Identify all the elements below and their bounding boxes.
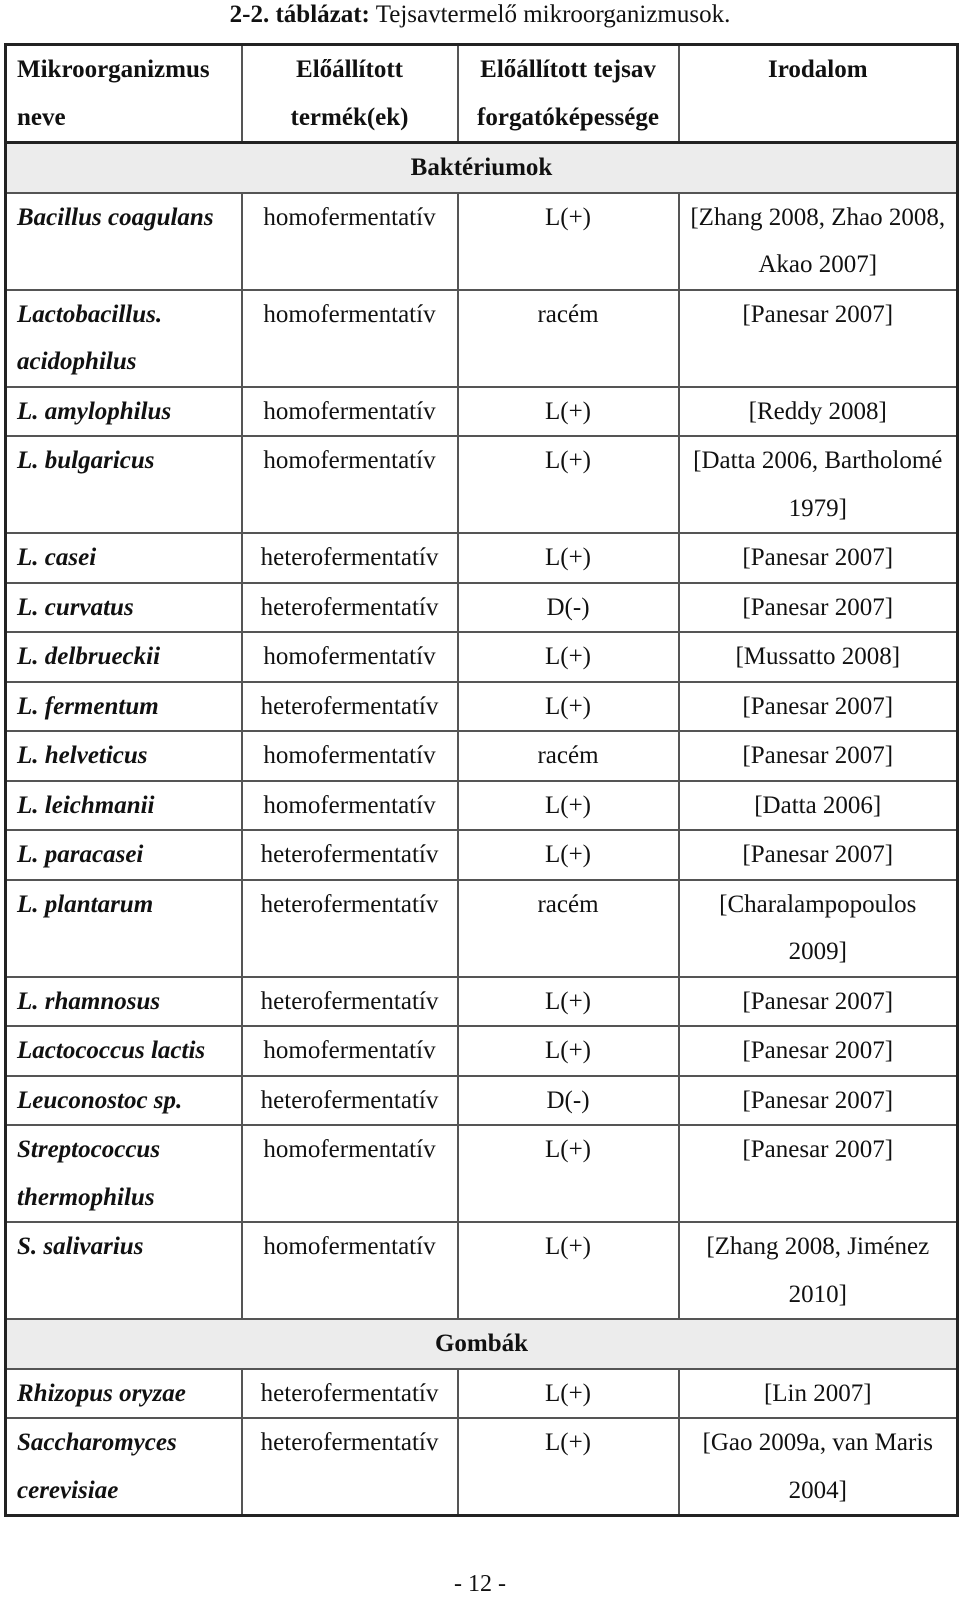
table-row xyxy=(6,781,958,831)
microorganism-name-cell: L. paracasei xyxy=(6,830,242,880)
microorganism-name-cell: L. amylophilus xyxy=(6,387,242,437)
rotation-cell: L(+) xyxy=(458,682,679,732)
rotation-cell: L(+) xyxy=(458,830,679,880)
rotation-cell: L(+) xyxy=(458,436,679,533)
microorganism-name-cell: Rhizopus oryzae xyxy=(6,1369,242,1419)
product-cell: homofermentatív xyxy=(242,1222,458,1319)
reference-cell: [Panesar 2007] xyxy=(679,977,958,1027)
header-product: Előállított termék(ek) xyxy=(242,45,458,143)
section-title: Gombák xyxy=(6,1319,958,1369)
section-row xyxy=(6,1319,958,1369)
product-cell: homofermentatív xyxy=(242,193,458,290)
reference-cell: [Panesar 2007] xyxy=(679,1076,958,1126)
rotation-cell: D(-) xyxy=(458,583,679,633)
rotation-cell: L(+) xyxy=(458,1026,679,1076)
page-number: - 12 - xyxy=(454,1571,506,1597)
table-body xyxy=(6,143,958,1516)
table-row xyxy=(6,830,958,880)
microorganism-name-cell: Lactobacillus. acidophilus xyxy=(6,290,242,387)
reference-cell: [Panesar 2007] xyxy=(679,1026,958,1076)
rotation-cell: L(+) xyxy=(458,533,679,583)
table-row xyxy=(6,682,958,732)
table-row xyxy=(6,1076,958,1126)
table-row xyxy=(6,290,958,387)
table-row xyxy=(6,880,958,977)
table-row xyxy=(6,632,958,682)
rotation-cell: L(+) xyxy=(458,1125,679,1222)
product-cell: homofermentatív xyxy=(242,632,458,682)
rotation-cell: L(+) xyxy=(458,387,679,437)
header-microorganism-name: Mikroorganizmus neve xyxy=(6,45,242,143)
product-cell: heterofermentatív xyxy=(242,880,458,977)
microorganism-name-cell: Streptococcus thermophilus xyxy=(6,1125,242,1222)
reference-cell: [Reddy 2008] xyxy=(679,387,958,437)
microorganism-table xyxy=(4,43,959,1517)
reference-cell: [Charalampopoulos 2009] xyxy=(679,880,958,977)
table-row xyxy=(6,1125,958,1222)
caption-label: 2-2. táblázat: xyxy=(229,1,370,28)
product-cell: homofermentatív xyxy=(242,1125,458,1222)
product-cell: heterofermentatív xyxy=(242,1418,458,1516)
table-row xyxy=(6,387,958,437)
section-title: Baktériumok xyxy=(6,143,958,193)
rotation-cell: racém xyxy=(458,731,679,781)
microorganism-name-cell: L. plantarum xyxy=(6,880,242,977)
caption-text: Tejsavtermelő mikroorganizmusok. xyxy=(375,1,731,28)
reference-cell: [Zhang 2008, Jiménez 2010] xyxy=(679,1222,958,1319)
table-row xyxy=(6,533,958,583)
rotation-cell: L(+) xyxy=(458,632,679,682)
product-cell: heterofermentatív xyxy=(242,682,458,732)
microorganism-name-cell: L. helveticus xyxy=(6,731,242,781)
table-row xyxy=(6,1418,958,1516)
reference-cell: [Lin 2007] xyxy=(679,1369,958,1419)
table-row xyxy=(6,1369,958,1419)
product-cell: homofermentatív xyxy=(242,1026,458,1076)
product-cell: heterofermentatív xyxy=(242,830,458,880)
product-cell: homofermentatív xyxy=(242,387,458,437)
header-rotation: Előállított tejsav forgatóképessége xyxy=(458,45,679,143)
reference-cell: [Zhang 2008, Zhao 2008, Akao 2007] xyxy=(679,193,958,290)
microorganism-name-cell: L. bulgaricus xyxy=(6,436,242,533)
microorganism-name-cell: L. fermentum xyxy=(6,682,242,732)
microorganism-name-cell: L. leichmanii xyxy=(6,781,242,831)
reference-cell: [Panesar 2007] xyxy=(679,682,958,732)
reference-cell: [Datta 2006] xyxy=(679,781,958,831)
product-cell: heterofermentatív xyxy=(242,533,458,583)
rotation-cell: D(-) xyxy=(458,1076,679,1126)
reference-cell: [Panesar 2007] xyxy=(679,1125,958,1222)
table-row xyxy=(6,583,958,633)
reference-cell: [Panesar 2007] xyxy=(679,583,958,633)
rotation-cell: racém xyxy=(458,880,679,977)
rotation-cell: L(+) xyxy=(458,977,679,1027)
reference-cell: [Panesar 2007] xyxy=(679,830,958,880)
product-cell: homofermentatív xyxy=(242,436,458,533)
microorganism-name-cell: Lactococcus lactis xyxy=(6,1026,242,1076)
product-cell: heterofermentatív xyxy=(242,1369,458,1419)
table-row xyxy=(6,731,958,781)
microorganism-name-cell: S. salivarius xyxy=(6,1222,242,1319)
rotation-cell: L(+) xyxy=(458,193,679,290)
product-cell: homofermentatív xyxy=(242,781,458,831)
product-cell: heterofermentatív xyxy=(242,583,458,633)
product-cell: homofermentatív xyxy=(242,290,458,387)
table-row xyxy=(6,977,958,1027)
reference-cell: [Panesar 2007] xyxy=(679,533,958,583)
microorganism-name-cell: Saccharomyces cerevisiae xyxy=(6,1418,242,1516)
reference-cell: [Panesar 2007] xyxy=(679,290,958,387)
rotation-cell: L(+) xyxy=(458,1222,679,1319)
reference-cell: [Gao 2009a, van Maris 2004] xyxy=(679,1418,958,1516)
table-row xyxy=(6,193,958,290)
microorganism-name-cell: L. delbrueckii xyxy=(6,632,242,682)
microorganism-name-cell: L. casei xyxy=(6,533,242,583)
rotation-cell: L(+) xyxy=(458,1369,679,1419)
table-caption xyxy=(0,0,960,34)
header-row xyxy=(6,45,958,143)
microorganism-name-cell: L. rhamnosus xyxy=(6,977,242,1027)
rotation-cell: racém xyxy=(458,290,679,387)
reference-cell: [Datta 2006, Bartholomé 1979] xyxy=(679,436,958,533)
product-cell: homofermentatív xyxy=(242,731,458,781)
table-row xyxy=(6,436,958,533)
microorganism-name-cell: Leuconostoc sp. xyxy=(6,1076,242,1126)
section-row xyxy=(6,143,958,193)
product-cell: heterofermentatív xyxy=(242,977,458,1027)
rotation-cell: L(+) xyxy=(458,1418,679,1516)
reference-cell: [Panesar 2007] xyxy=(679,731,958,781)
microorganism-name-cell: L. curvatus xyxy=(6,583,242,633)
reference-cell: [Mussatto 2008] xyxy=(679,632,958,682)
product-cell: heterofermentatív xyxy=(242,1076,458,1126)
microorganism-name-cell: Bacillus coagulans xyxy=(6,193,242,290)
table-row xyxy=(6,1222,958,1319)
table-row xyxy=(6,1026,958,1076)
rotation-cell: L(+) xyxy=(458,781,679,831)
header-reference: Irodalom xyxy=(679,45,958,143)
